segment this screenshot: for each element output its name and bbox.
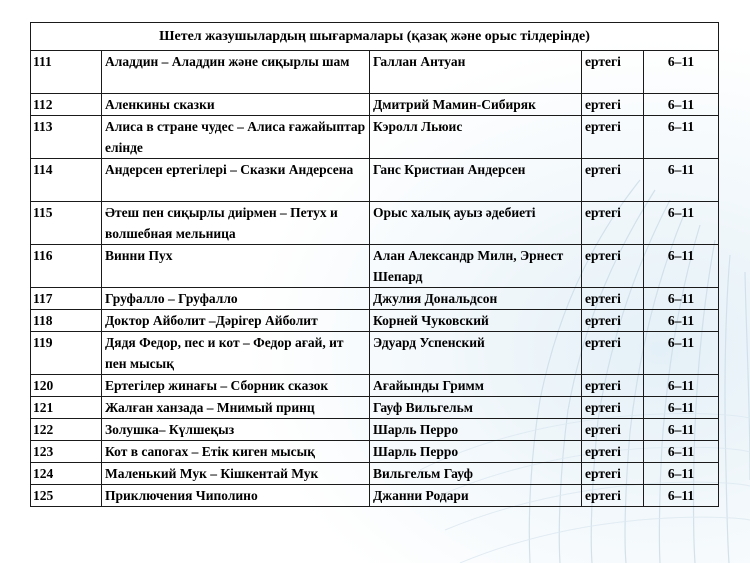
work-title: Ертегілер жинағы – Сборник сказок xyxy=(102,375,370,397)
row-number: 115 xyxy=(31,202,102,245)
work-title: Груфалло – Груфалло xyxy=(102,288,370,310)
work-title: Аленкины сказки xyxy=(102,94,370,116)
works-table xyxy=(30,22,719,507)
row-number: 123 xyxy=(31,441,102,463)
work-genre: ертегі xyxy=(582,245,644,288)
work-grade: 6–11 xyxy=(644,310,719,332)
work-grade: 6–11 xyxy=(644,288,719,310)
work-author: Шарль Перро xyxy=(370,441,582,463)
row-number: 121 xyxy=(31,397,102,419)
work-grade: 6–11 xyxy=(644,116,719,159)
work-title: Маленький Мук – Кішкентай Мук xyxy=(102,463,370,485)
work-author: Вильгельм Гауф xyxy=(370,463,582,485)
row-number: 122 xyxy=(31,419,102,441)
work-grade: 6–11 xyxy=(644,94,719,116)
work-title: Доктор Айболит –Дәрігер Айболит xyxy=(102,310,370,332)
work-grade: 6–11 xyxy=(644,375,719,397)
row-number: 114 xyxy=(31,159,102,202)
table-row xyxy=(31,116,719,159)
table-row xyxy=(31,332,719,375)
work-genre: ертегі xyxy=(582,288,644,310)
table-row xyxy=(31,51,719,94)
work-genre: ертегі xyxy=(582,397,644,419)
row-number: 117 xyxy=(31,288,102,310)
table-row xyxy=(31,441,719,463)
work-grade: 6–11 xyxy=(644,51,719,94)
work-genre: ертегі xyxy=(582,441,644,463)
work-genre: ертегі xyxy=(582,485,644,507)
work-author: Корней Чуковский xyxy=(370,310,582,332)
work-title: Кот в сапогах – Етік киген мысық xyxy=(102,441,370,463)
table-row xyxy=(31,288,719,310)
work-title: Алиса в стране чудес – Алиса ғажайыптар елінде xyxy=(102,116,370,159)
work-title: Әтеш пен сиқырлы диірмен – Петух и волшебная мельница xyxy=(102,202,370,245)
row-number: 120 xyxy=(31,375,102,397)
table-row xyxy=(31,397,719,419)
work-genre: ертегі xyxy=(582,116,644,159)
row-number: 118 xyxy=(31,310,102,332)
work-author: Ганс Кристиан Андерсен xyxy=(370,159,582,202)
table-row xyxy=(31,245,719,288)
work-author: Шарль Перро xyxy=(370,419,582,441)
table-row xyxy=(31,159,719,202)
table-row xyxy=(31,419,719,441)
table-row xyxy=(31,310,719,332)
work-grade: 6–11 xyxy=(644,332,719,375)
work-grade: 6–11 xyxy=(644,441,719,463)
row-number: 124 xyxy=(31,463,102,485)
row-number: 125 xyxy=(31,485,102,507)
work-title: Жалған ханзада – Мнимый принц xyxy=(102,397,370,419)
work-grade: 6–11 xyxy=(644,419,719,441)
work-author: Кэролл Льюис xyxy=(370,116,582,159)
work-author: Джанни Родари xyxy=(370,485,582,507)
work-grade: 6–11 xyxy=(644,202,719,245)
work-genre: ертегі xyxy=(582,51,644,94)
row-number: 116 xyxy=(31,245,102,288)
work-title: Андерсен ертегілері – Сказки Андерсена xyxy=(102,159,370,202)
work-grade: 6–11 xyxy=(644,485,719,507)
work-genre: ертегі xyxy=(582,332,644,375)
work-genre: ертегі xyxy=(582,202,644,245)
row-number: 113 xyxy=(31,116,102,159)
row-number: 119 xyxy=(31,332,102,375)
work-grade: 6–11 xyxy=(644,397,719,419)
work-genre: ертегі xyxy=(582,159,644,202)
work-title: Золушка– Күлшеқыз xyxy=(102,419,370,441)
work-author: Джулия Дональдсон xyxy=(370,288,582,310)
work-genre: ертегі xyxy=(582,419,644,441)
row-number: 112 xyxy=(31,94,102,116)
table-row xyxy=(31,202,719,245)
work-author: Алан Александр Милн, Эрнест Шепард xyxy=(370,245,582,288)
work-author: Орыс халық ауыз әдебиеті xyxy=(370,202,582,245)
work-author: Эдуард Успенский xyxy=(370,332,582,375)
work-title: Винни Пух xyxy=(102,245,370,288)
table-row xyxy=(31,375,719,397)
table-row xyxy=(31,94,719,116)
work-grade: 6–11 xyxy=(644,159,719,202)
work-genre: ертегі xyxy=(582,463,644,485)
work-title: Аладдин – Аладдин және сиқырлы шам xyxy=(102,51,370,94)
work-genre: ертегі xyxy=(582,375,644,397)
work-title: Дядя Федор, пес и кот – Федор ағай, ит пен мысық xyxy=(102,332,370,375)
work-author: Дмитрий Мамин-Сибиряк xyxy=(370,94,582,116)
work-genre: ертегі xyxy=(582,310,644,332)
table-title: Шетел жазушылардың шығармалары (қазақ және орыс тілдерінде) xyxy=(31,23,719,51)
table-row xyxy=(31,463,719,485)
work-genre: ертегі xyxy=(582,94,644,116)
work-grade: 6–11 xyxy=(644,463,719,485)
work-author: Гауф Вильгельм xyxy=(370,397,582,419)
work-title: Приключения Чиполино xyxy=(102,485,370,507)
table-row xyxy=(31,485,719,507)
work-grade: 6–11 xyxy=(644,245,719,288)
row-number: 111 xyxy=(31,51,102,94)
work-author: Галлан Антуан xyxy=(370,51,582,94)
work-author: Ағайынды Гримм xyxy=(370,375,582,397)
